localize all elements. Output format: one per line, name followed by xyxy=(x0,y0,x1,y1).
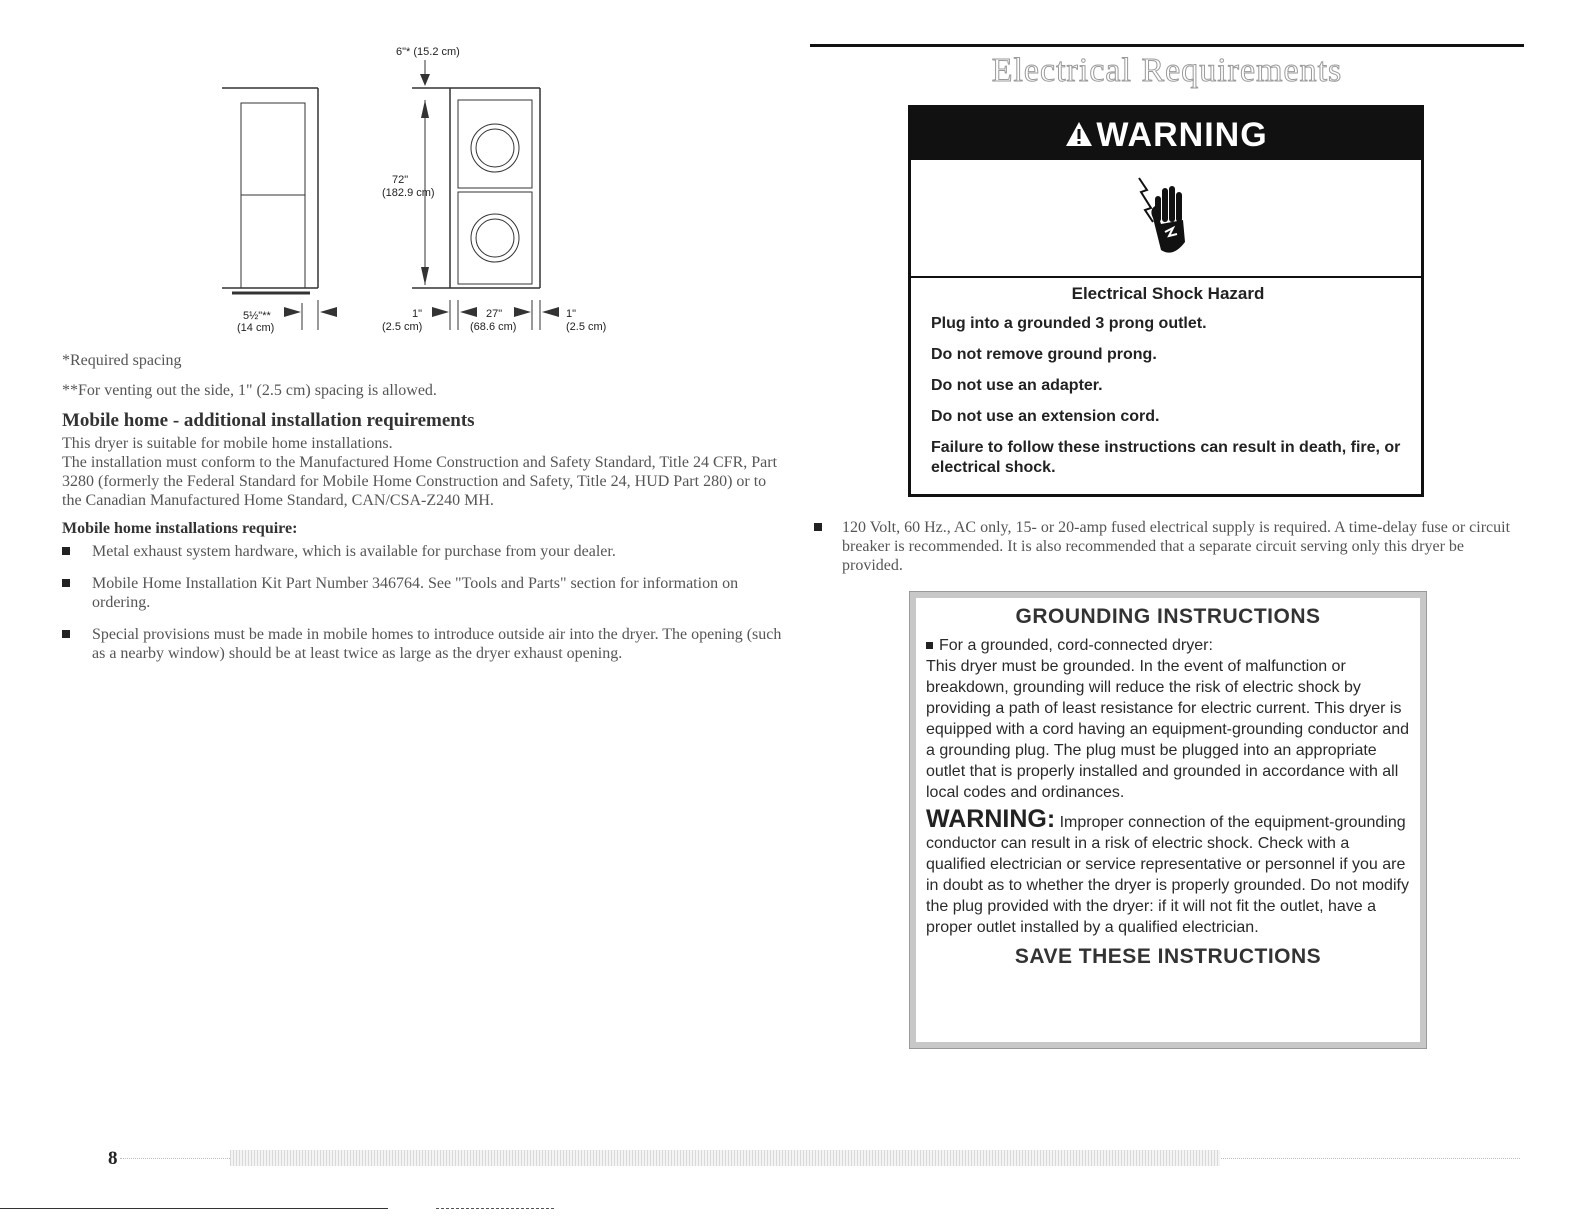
grounding-bullet: For a grounded, cord-connected dryer: xyxy=(926,635,1410,656)
bullet-icon xyxy=(62,547,70,555)
save-instructions: SAVE THESE INSTRUCTIONS xyxy=(1014,945,1322,968)
height-inches-label: 72" xyxy=(392,174,409,186)
grounding-title: GROUNDING INSTRUCTIONS xyxy=(1015,605,1321,628)
grounding-content xyxy=(926,606,1410,967)
width-inches-label: 27" xyxy=(486,308,503,320)
grounding-paragraph: This dryer must be grounded. In the event of malfunction or breakdown, grounding will reduce the risk of electric shock by providing a path of least resistance for electric current. This dryer is equipped with a cord having an equipment-grounding conductor and a grounding plug. The plug must be plugged into an appropriate outlet that is properly installed and grounded in accordance with all local codes and ordinances. xyxy=(926,658,1410,801)
warning-body xyxy=(911,278,1421,478)
warning-line: Do not remove ground prong. xyxy=(931,346,1157,363)
mobile-home-requirements-list xyxy=(62,542,782,663)
left-gap-inches-label: 1" xyxy=(412,308,423,320)
list-item: Metal exhaust system hardware, which is available for purchase from your dealer. xyxy=(62,542,782,561)
installation-spacing-diagram xyxy=(0,0,800,350)
electrical-supply-text: 120 Volt, 60 Hz., AC only, 15- or 20-amp fused electrical supply is required. A time-delay fuse or circuit breaker is recommended. It is also recommended that a separate circuit serving only this dryer be provided. xyxy=(842,519,1511,574)
mobile-home-para-2: The installation must conform to the Manufactured Home Construction and Safety Standard, Title 24 CFR, Part 3280 (formerly the Federal Standard for Mobile Home Construction and Safety, Title 24, HUD Part 280) or to the Canadian Manufactured Home Standard, CAN/CSA-Z240 MH. xyxy=(62,454,778,509)
bullet-icon xyxy=(814,523,822,531)
bullet-icon xyxy=(62,630,70,638)
page-number: 8 xyxy=(108,1148,118,1169)
top-spacing-label: 6"* (15.2 cm) xyxy=(396,46,460,58)
footer-decorative-bar xyxy=(230,1150,1220,1166)
top-rule xyxy=(810,44,1524,47)
page-title: Electrical Requirements xyxy=(991,52,1343,89)
side-spacing-inches-label: 5½"** xyxy=(243,310,271,322)
required-spacing-note: *Required spacing xyxy=(62,352,182,369)
width-cm-label: (68.6 cm) xyxy=(470,321,517,333)
warning-line: Failure to follow these instructions can result in death, fire, or electrical shock. xyxy=(931,439,1401,476)
warning-header xyxy=(911,108,1421,160)
grounding-warning-label: WARNING: xyxy=(926,805,1056,833)
bullet-icon xyxy=(62,579,70,587)
list-item: Special provisions must be made in mobile homes to introduce outside air into the dryer. The opening (such as a nearby window) should be at least twice as large as the dryer exhaust opening. xyxy=(62,625,782,663)
electrical-supply-item xyxy=(814,518,1526,575)
warning-line: Do not use an adapter. xyxy=(931,377,1103,394)
diagram-footnotes xyxy=(62,346,437,406)
side-spacing-cm-label: (14 cm) xyxy=(237,322,275,334)
warning-header-label: WARNING xyxy=(1096,116,1268,154)
mobile-home-para-1: This dryer is suitable for mobile home installations. xyxy=(62,435,393,452)
hazard-title: Electrical Shock Hazard xyxy=(1071,284,1265,303)
grounding-warning xyxy=(926,805,1410,938)
right-gap-inches-label: 1" xyxy=(566,308,577,320)
warning-box xyxy=(908,105,1424,497)
venting-note: **For venting out the side, 1" (2.5 cm) spacing is allowed. xyxy=(62,382,437,399)
bullet-icon xyxy=(926,642,933,649)
mobile-home-heading: Mobile home - additional installation requirements xyxy=(62,410,475,431)
warning-triangle-icon xyxy=(1064,120,1094,148)
side-view-figure xyxy=(222,88,318,330)
right-gap-cm-label: (2.5 cm) xyxy=(566,321,607,333)
warning-line: Plug into a grounded 3 prong outlet. xyxy=(931,315,1207,332)
grounding-instructions-box xyxy=(910,592,1426,1048)
electric-shock-hand-icon xyxy=(1133,170,1193,260)
bottom-rule xyxy=(0,1208,388,1209)
bottom-rule-dashed xyxy=(436,1208,554,1209)
warning-line: Do not use an extension cord. xyxy=(931,408,1160,425)
height-cm-label: (182.9 cm) xyxy=(382,187,435,199)
shock-hazard-icon-area xyxy=(911,160,1421,278)
mobile-home-section xyxy=(62,410,782,676)
mobile-home-subheading: Mobile home installations require: xyxy=(62,520,298,537)
left-gap-cm-label: (2.5 cm) xyxy=(382,321,423,333)
grounding-warning-text: Improper connection of the equipment-grounding conductor can result in a risk of electric shock. Check with a qualified electrician or service representative or personnel if you are in doubt as to whether the dryer is properly grounded. Do not modify the plug provided with the dryer: if it will not fit the outlet, have a proper outlet installed by a qualified electrician. xyxy=(926,814,1409,936)
list-item: Mobile Home Installation Kit Part Number 346764. See "Tools and Parts" section for information on ordering. xyxy=(62,574,782,612)
